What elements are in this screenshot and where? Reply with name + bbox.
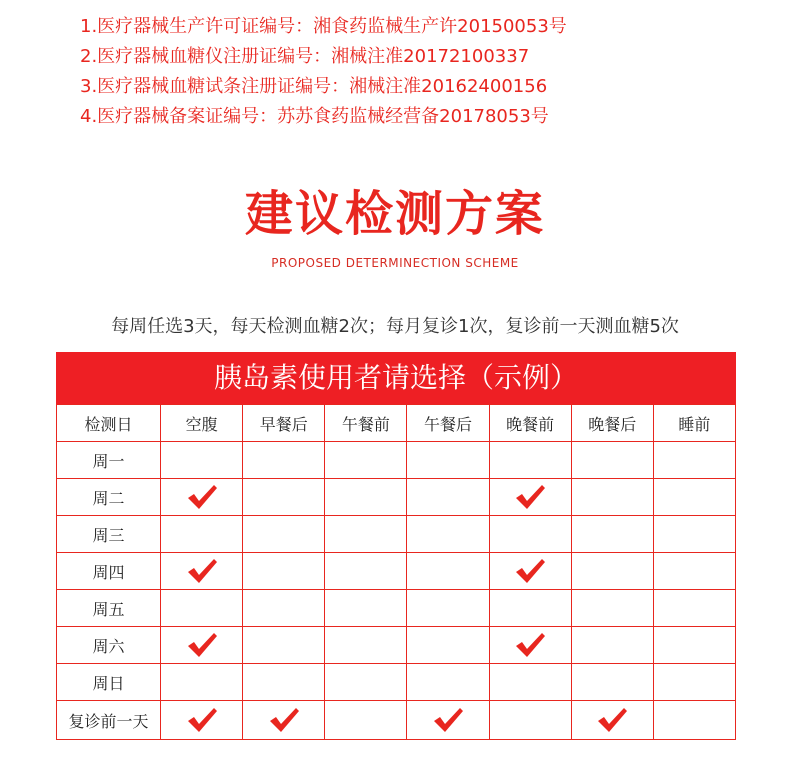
schedule-cell (653, 627, 735, 664)
day-cell: 周三 (57, 516, 161, 553)
day-cell: 周一 (57, 442, 161, 479)
schedule-cell (653, 479, 735, 516)
schedule-cell (161, 553, 243, 590)
checkmark-icon (513, 556, 547, 586)
schedule-cell (407, 627, 489, 664)
license-line: 4.医疗器械备案证编号：苏苏食药监械经营备20178053号 (80, 106, 549, 127)
schedule-cell (653, 664, 735, 701)
schedule-cell (653, 590, 735, 627)
day-cell: 周二 (57, 479, 161, 516)
table-row (57, 553, 736, 590)
schedule-cell (407, 442, 489, 479)
table-header: 胰岛素使用者请选择（示例） (56, 352, 736, 404)
table-row (57, 479, 736, 516)
schedule-cell (489, 553, 571, 590)
schedule-cell (571, 664, 653, 701)
schedule-cell (161, 627, 243, 664)
schedule-cell (571, 442, 653, 479)
column-header: 晚餐前 (489, 405, 571, 442)
schedule-cell (325, 516, 407, 553)
schedule-cell (489, 590, 571, 627)
checkmark-icon (185, 482, 219, 512)
license-line: 2.医疗器械血糖仪注册证编号：湘械注准20172100337 (80, 46, 530, 67)
schedule-cell (571, 553, 653, 590)
schedule-cell (161, 701, 243, 740)
column-header: 早餐后 (243, 405, 325, 442)
schedule-cell (161, 590, 243, 627)
schedule-cell (243, 590, 325, 627)
checkmark-icon (267, 705, 301, 735)
table-row (57, 590, 736, 627)
schedule-cell (653, 553, 735, 590)
page-title: 建议检测方案 (244, 186, 545, 242)
table-row (57, 701, 736, 740)
schedule-cell (407, 590, 489, 627)
checkmark-icon (185, 630, 219, 660)
schedule-cell (407, 664, 489, 701)
schedule-cell (243, 516, 325, 553)
checkmark-icon (513, 630, 547, 660)
schedule-cell (407, 553, 489, 590)
schedule-cell (407, 701, 489, 740)
day-cell: 周五 (57, 590, 161, 627)
schedule-cell (489, 479, 571, 516)
schedule-cell (161, 664, 243, 701)
table-row (57, 627, 736, 664)
schedule-cell (653, 442, 735, 479)
schedule-cell (325, 664, 407, 701)
schedule-cell (325, 553, 407, 590)
schedule-cell (325, 590, 407, 627)
checkmark-icon (595, 705, 629, 735)
schedule-cell (407, 516, 489, 553)
schedule-cell (325, 442, 407, 479)
schedule-cell (571, 701, 653, 740)
schedule-table (56, 404, 736, 740)
schedule-cell (653, 516, 735, 553)
column-header: 午餐前 (325, 405, 407, 442)
page-subtitle: PROPOSED DETERMINECTION SCHEME (271, 256, 519, 270)
column-header: 空腹 (161, 405, 243, 442)
license-line: 3.医疗器械血糖试条注册证编号：湘械注准20162400156 (80, 76, 548, 97)
schedule-cell (653, 701, 735, 740)
table-row (57, 442, 736, 479)
schedule-table-container (56, 352, 736, 740)
license-line: 1.医疗器械生产许可证编号：湘食药监械生产许20150053号 (80, 16, 567, 37)
license-list (80, 12, 567, 132)
checkmark-icon (185, 556, 219, 586)
schedule-cell (325, 627, 407, 664)
schedule-cell (489, 442, 571, 479)
checkmark-icon (431, 705, 465, 735)
schedule-cell (407, 479, 489, 516)
schedule-cell (243, 627, 325, 664)
checkmark-icon (513, 482, 547, 512)
schedule-cell (571, 479, 653, 516)
day-cell: 复诊前一天 (57, 701, 161, 740)
schedule-cell (489, 627, 571, 664)
schedule-cell (161, 516, 243, 553)
table-row (57, 664, 736, 701)
schedule-cell (243, 442, 325, 479)
schedule-cell (243, 701, 325, 740)
instruction-text: 每周任选3天，每天检测血糖2次；每月复诊1次，复诊前一天测血糖5次 (111, 316, 679, 337)
schedule-cell (325, 479, 407, 516)
day-cell: 周六 (57, 627, 161, 664)
day-cell: 周四 (57, 553, 161, 590)
schedule-cell (161, 479, 243, 516)
day-cell: 周日 (57, 664, 161, 701)
column-header: 睡前 (653, 405, 735, 442)
schedule-cell (161, 442, 243, 479)
schedule-cell (243, 479, 325, 516)
schedule-cell (243, 553, 325, 590)
table-column-header-row (57, 405, 736, 442)
table-row (57, 516, 736, 553)
schedule-cell (571, 627, 653, 664)
column-header: 午餐后 (407, 405, 489, 442)
schedule-cell (489, 664, 571, 701)
checkmark-icon (185, 705, 219, 735)
column-header: 检测日 (57, 405, 161, 442)
column-header: 晚餐后 (571, 405, 653, 442)
schedule-cell (243, 664, 325, 701)
schedule-cell (325, 701, 407, 740)
schedule-cell (571, 516, 653, 553)
schedule-cell (489, 701, 571, 740)
schedule-cell (489, 516, 571, 553)
schedule-cell (571, 590, 653, 627)
